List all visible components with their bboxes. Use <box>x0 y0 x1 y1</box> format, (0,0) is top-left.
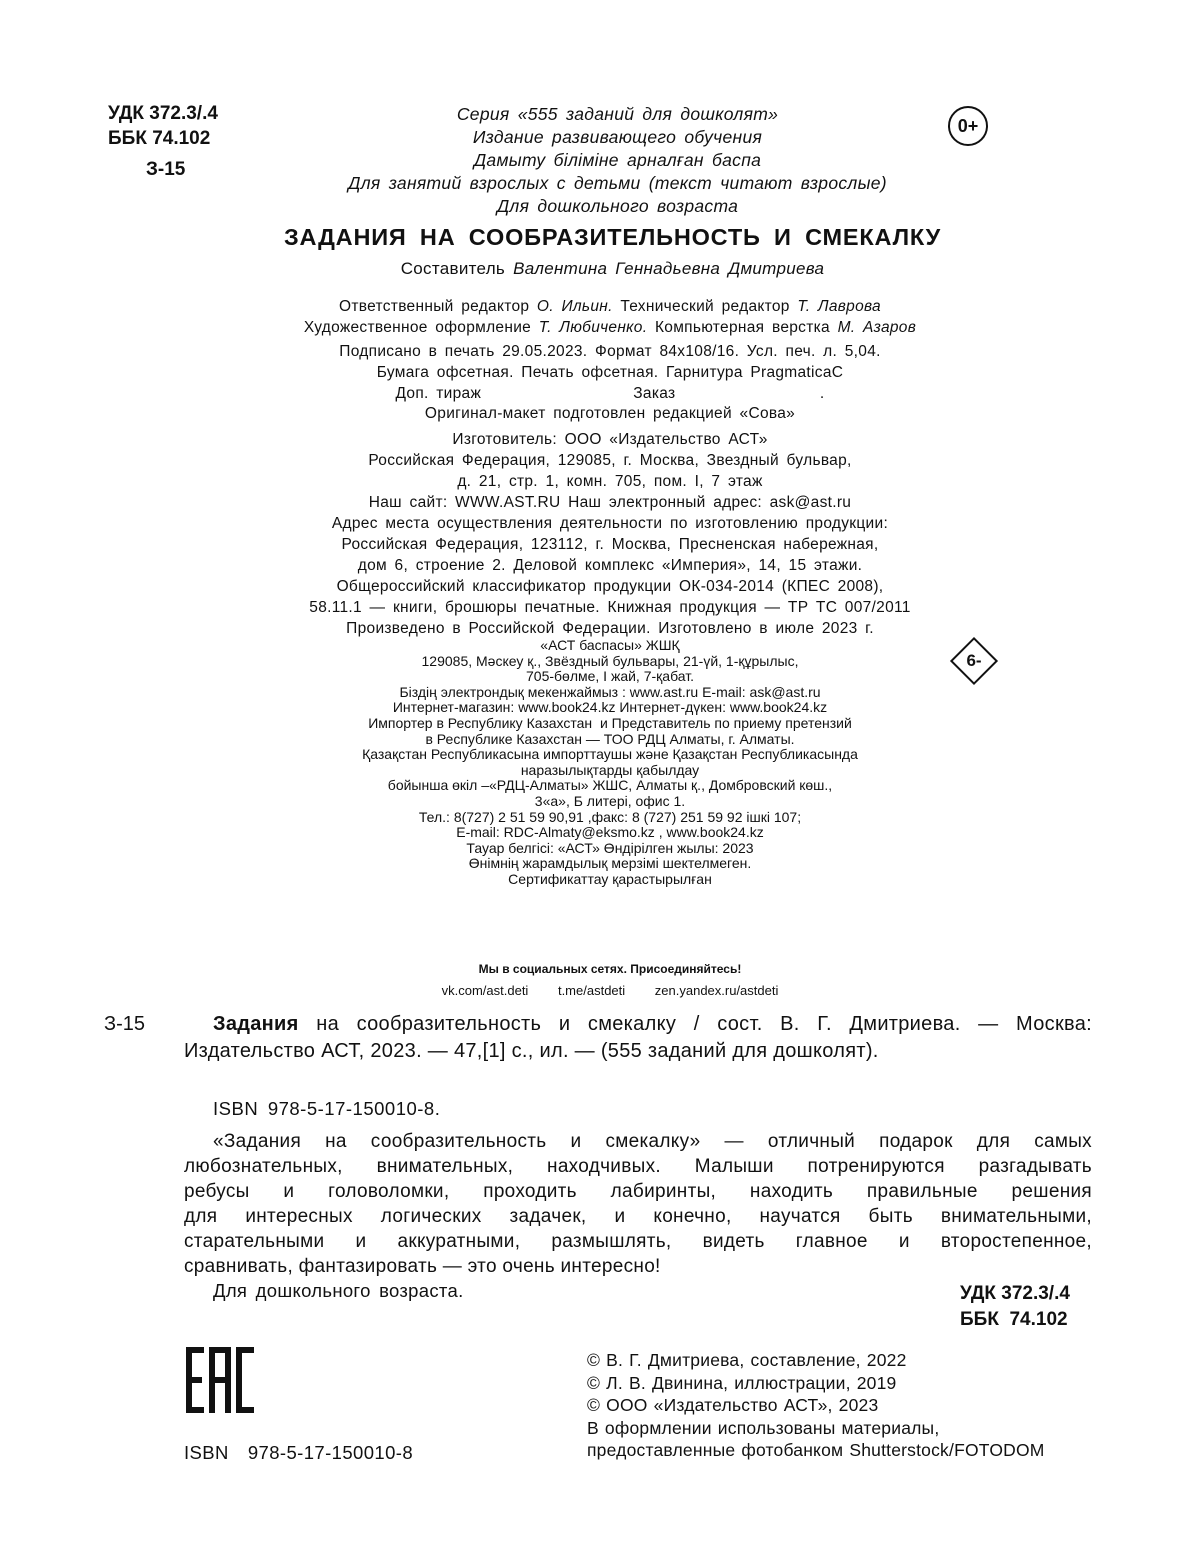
annotation-line: для интересных логических задачек, и конечно, научатся быть внимательными, <box>184 1206 1092 1227</box>
compiler-label: Составитель <box>400 259 506 278</box>
manufacturer-block <box>200 429 1020 639</box>
manufacturer-line: Российская Федерация, 123112, г. Москва, Пресненская набережная, <box>341 536 879 553</box>
kz-line: 3«а», Б литері, офис 1. <box>534 792 686 809</box>
series-line: Дамыту біліміне арналған баспа <box>473 150 762 170</box>
biblio-author-mark: З-15 <box>104 1013 145 1035</box>
compiler-line <box>150 259 1075 279</box>
biblio-bold-word: Задания <box>213 1013 299 1035</box>
copyright-line: В оформлении использованы материалы, <box>587 1417 940 1438</box>
social-link-telegram[interactable]: t.me/astdeti <box>557 983 626 998</box>
series-line: Серия «555 заданий для дошколят» <box>456 104 779 124</box>
manufacturer-line: Наш сайт: WWW.AST.RU Наш электронный адрес: ask@ast.ru <box>368 494 852 511</box>
top-classification-codes <box>108 101 218 182</box>
resp-editor-name: О. Ильин. <box>536 298 613 315</box>
book-title: ЗАДАНИЯ НА СООБРАЗИТЕЛЬНОСТЬ И СМЕКАЛКУ <box>283 224 942 250</box>
manufacturer-line: Российская Федерация, 129085, г. Москва, Звездный бульвар, <box>368 452 852 469</box>
social-links <box>200 983 1020 998</box>
bottom-classification-codes <box>960 1281 1070 1333</box>
manufacturer-line: дом 6, строение 2. Деловой комплекс «Империя», 14, 15 этажи. <box>357 557 863 574</box>
biblio-record <box>184 1011 1092 1064</box>
copyright-line: © ООО «Издательство АСТ», 2023 <box>587 1395 879 1415</box>
biblio-rest: на сообразительность и смекалку / сост. В. Г. Дмитриева. — Москва: Издательство АСТ, 2023. — 47,[1] с., ил. — (555 заданий для дошколят). <box>184 1013 1092 1062</box>
editors-block <box>200 296 1020 338</box>
kz-line: E-mail: RDC-Almaty@eksmo.kz , www.book24.kz <box>456 824 764 841</box>
tech-editor-name: Т. Лаврова <box>797 298 881 315</box>
kz-line: наразылықтарды қабылдау <box>520 761 700 778</box>
series-line: Издание развивающего обучения <box>472 127 763 147</box>
copyright-line: © В. Г. Дмитриева, составление, 2022 <box>587 1350 907 1370</box>
kz-age-rating-text: 6- <box>966 651 982 670</box>
series-line: Для дошкольного возраста <box>496 196 739 216</box>
art-design-name: Т. Любиченко. <box>538 319 648 336</box>
tech-editor-label: Технический редактор <box>620 298 790 315</box>
kz-line: Біздің электрондық мекенжаймыз : www.ast.ru E-mail: ask@ast.ru <box>399 683 821 700</box>
top-udk: УДК 372.3/.4 <box>108 103 218 124</box>
social-title: Мы в социальных сетях. Присоединяйтесь! <box>478 962 742 976</box>
kz-line: Қазақстан Республикасына импорттаушы және Қазақстан Республикасында <box>362 746 858 763</box>
manufacturer-line: 58.11.1 — книги, брошюры печатные. Книжная продукция — ТР ТС 007/2011 <box>309 599 911 616</box>
manufacturer-line: Произведено в Российской Федерации. Изготовлено в июле 2023 г. <box>346 620 874 637</box>
manufacturer-line: Изготовитель: ООО «Издательство АСТ» <box>452 431 768 448</box>
kz-line: бойынша өкіл –«РДЦ-Алматы» ЖШС, Алматы қ., Домбровский көш., <box>387 777 833 794</box>
print-info-line: Бумага офсетная. Печать офсетная. Гарнитура PragmaticaC <box>376 364 844 381</box>
copyright-line: © Л. В. Двинина, иллюстрации, 2019 <box>587 1372 897 1393</box>
isbn-record: ISBN 978-5-17-150010-8. <box>213 1098 441 1119</box>
for-age-note: Для дошкольного возраста. <box>213 1280 464 1301</box>
print-info-block <box>200 341 1020 404</box>
social-link-vk[interactable]: vk.com/ast.deti <box>441 983 529 998</box>
resp-editor-label: Ответственный редактор <box>339 298 530 315</box>
bottom-udk: УДК 372.3/.4 <box>960 1283 1070 1304</box>
annotation-line: старательными и аккуратными, размышлять, видеть главное и второстепенное, <box>184 1231 1092 1252</box>
eac-logo-icon <box>184 1345 256 1415</box>
series-line: Для занятий взрослых с детьми (текст читают взрослые) <box>348 173 887 193</box>
layout-name: М. Азаров <box>837 319 917 336</box>
kz-line: в Республике Казахстан — ТОО РДЦ Алматы, г. Алматы. <box>425 730 795 747</box>
annotation-line: ребусы и головоломки, проходить лабиринты, находить правильные решения <box>184 1181 1092 1202</box>
kz-line: Өнімнің жарамдылық мерзімі шектелмеген. <box>468 855 752 872</box>
age-rating-badge: 0+ <box>948 106 988 146</box>
kz-line: Тел.: 8(727) 2 51 59 90,91 ,факс: 8 (727) 251 59 92 ішкі 107; <box>418 808 802 825</box>
print-info-line: Подписано в печать 29.05.2023. Формат 84х108/16. Усл. печ. л. 5,04. <box>339 343 881 360</box>
kz-line: Тауар белгісі: «АСТ» Өндірілген жылы: 2023 <box>466 839 754 856</box>
top-author-mark: З-15 <box>146 159 186 180</box>
top-bbk: ББК 74.102 <box>108 128 211 149</box>
manufacturer-line: Общероссийский классификатор продукции ОК-034-2014 (КПЕС 2008), <box>336 578 884 595</box>
annotation-line: любознательных, внимательных, находчивых. Малыши потренируются разгадывать <box>184 1156 1092 1177</box>
kz-line: Импортер в Республику Казахстан и Представитель по приему претензий <box>368 714 852 731</box>
original-layout-note: Оригинал-макет подготовлен редакцией «Сова» <box>424 405 796 422</box>
layout-label: Компьютерная верстка <box>654 319 830 336</box>
social-link-zen[interactable]: zen.yandex.ru/astdeti <box>654 983 779 998</box>
copyright-line: предоставленные фотобанком Shutterstock/FOTODOM <box>587 1440 1045 1460</box>
annotation-line: «Задания на сообразительность и смекалку» — отличный подарок для самых <box>213 1131 1092 1152</box>
copyright-block <box>587 1349 1045 1462</box>
manufacturer-line: Адрес места осуществления деятельности по изготовлению продукции: <box>331 515 889 532</box>
annotation <box>184 1129 1092 1279</box>
art-design-label: Художественное оформление <box>303 319 532 336</box>
kz-line: 705-бөлме, I жай, 7-қабат. <box>526 668 694 685</box>
kz-line: Интернет-магазин: www.book24.kz Интернет-дүкен: www.book24.kz <box>392 699 828 716</box>
manufacturer-line: д. 21, стр. 1, комн. 705, пом. I, 7 этаж <box>457 473 763 490</box>
kz-line: 129085, Мәскеу қ., Звёздный бульвары, 21-үй, 1-құрылыс, <box>421 652 799 669</box>
print-info-line: Доп. тираж Заказ . <box>395 385 825 402</box>
isbn-bottom: ISBN 978-5-17-150010-8 <box>184 1442 414 1463</box>
annotation-line: сравнивать, фантазировать — это очень интересно! <box>184 1256 661 1277</box>
kz-line: Сертификаттау қарастырылған <box>508 870 712 887</box>
bottom-bbk: ББК 74.102 <box>960 1309 1068 1330</box>
kz-line: «АСТ баспасы» ЖШҚ <box>540 637 680 653</box>
compiler-name: Валентина Геннадьевна Дмитриева <box>513 259 825 278</box>
series-block <box>300 103 935 218</box>
kazakhstan-importer-block <box>280 638 940 888</box>
